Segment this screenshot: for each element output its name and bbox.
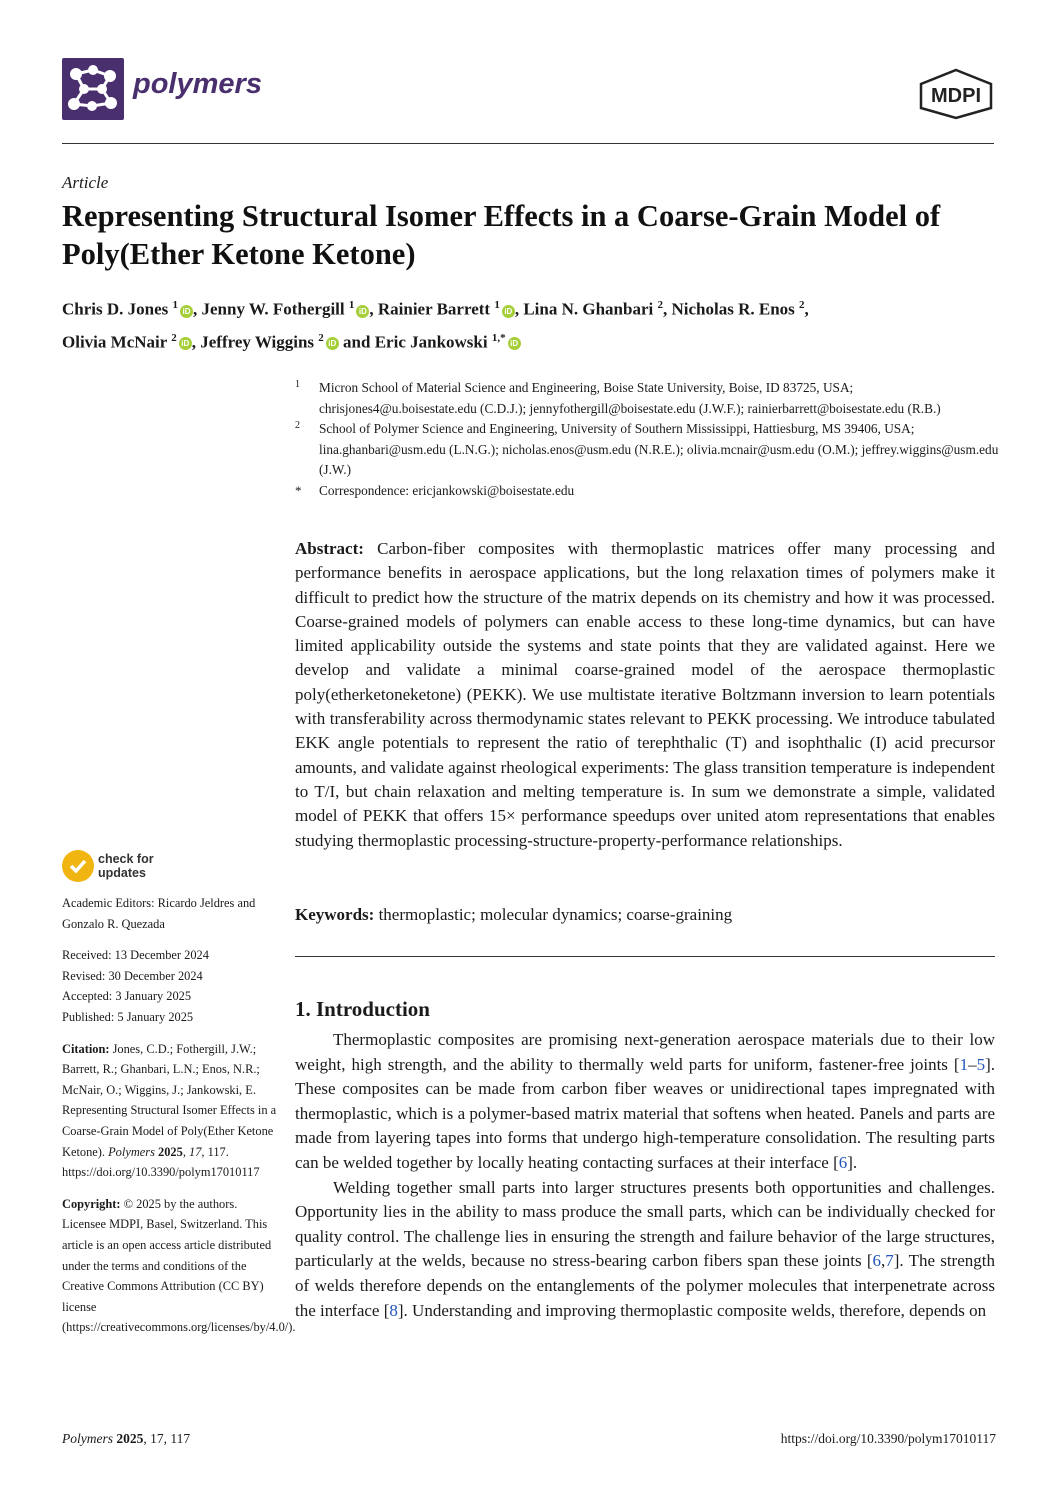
citation-link[interactable]: 1 — [959, 1054, 969, 1074]
author-name: Lina N. Ghanbari — [523, 299, 654, 319]
mdpi-logo-icon — [917, 68, 995, 120]
author-name: Jenny W. Fothergill — [201, 299, 345, 319]
affiliations — [295, 378, 1005, 501]
citation-volume: 17 — [189, 1144, 202, 1159]
section-heading: 1. Introduction — [295, 997, 430, 1021]
orcid-icon[interactable]: iD — [502, 305, 515, 318]
author-affiliation-mark: 2 — [799, 299, 805, 311]
published-date: Published: 5 January 2025 — [62, 1009, 194, 1024]
affiliation-text: Micron School of Material Science and Engineering, Boise State University, Boise, ID 83725, USA; chrisjones4@u.boisestate.edu (C.D.J.); jennyfothergill@boisestate.edu (J.W.F.); rainierbarrett@boisestate.edu (R.B.) — [319, 380, 941, 416]
orcid-icon[interactable]: iD — [179, 337, 192, 350]
keywords — [295, 905, 995, 925]
dates — [62, 945, 277, 1027]
citation-doi: , 117. https://doi.org/10.3390/polym17010117 — [62, 1144, 260, 1180]
footer-volume: , 17, 117 — [143, 1431, 191, 1446]
received-date: Received: 13 December 2024 — [62, 948, 209, 963]
check-updates-line1: check for — [98, 852, 154, 866]
copyright-text: © 2025 by the authors. Licensee MDPI, Basel, Switzerland. This article is an open access article distributed under the terms and conditions of the Creative Commons Attribution (CC BY) license (https://creativecommons.org/licenses/by/4.0/). — [62, 1196, 296, 1335]
author-name: Rainier Barrett — [377, 299, 491, 319]
author-name: Chris D. Jones — [62, 299, 169, 319]
author-affiliation-mark: 1,* — [491, 331, 506, 344]
intro-paragraph: Welding together small parts into larger structures presents both opportunities and challenges. Opportunity lies in the ability to mass produce the small parts, which can be individually checked for quality control. The challenge lies in ensuring the strength and failure behavior of the large structures, particularly at the welds, because no stress-bearing carbon fibers span these joints [6,7]. The strength of welds therefore depends on the entanglements of the polymer molecules that interpenetrate across the interface [8]. Understanding and improving thermoplastic composite welds, therefore, depends on — [295, 1177, 995, 1320]
author-list: Chris D. Jones $^1$iD , Jenny W. Fothergill $^1$iD , Rainier Barrett $^1$iD , Lina N. Ghanbari $^2$, Nicholas R. Enos $^2$, Olivia McNair $^2$iD , Jeffrey Wiggins $^2$iD and Eric Jankowski $^{1,*}$iD — [62, 299, 809, 352]
citation-link[interactable]: 5 — [976, 1054, 986, 1074]
citation-text: Jones, C.D.; Fothergill, J.W.; Barrett, R.; Ghanbari, L.N.; Enos, N.R.; McNair, O.; Wiggins, J.; Jankowski, E. Representing Structural Isomer Effects in a Coarse-Grain Model of Poly(Ether Ketone Ketone). — [62, 1041, 277, 1159]
citation-link[interactable]: 7 — [885, 1251, 894, 1271]
footer-year: 2025 — [116, 1431, 144, 1446]
revised-date: Revised: 30 December 2024 — [62, 968, 203, 983]
citation: Citation: Jones, C.D.; Fothergill, J.W.; Barrett, R.; Ghanbari, L.N.; Enos, N.R.; McNair, O.; Wiggins, J.; Jankowski, E. Representing Structural Isomer Effects in a Coarse-Grain Model of Poly(Ether Ketone Ketone). Polymers 2025, 17, 117. https://doi.org/10.3390/polym17010117 — [62, 1041, 277, 1180]
author-name: Jeffrey Wiggins — [200, 332, 315, 352]
author-name: Olivia McNair — [62, 332, 167, 352]
affiliation-mark: 2 — [295, 420, 300, 431]
author-affiliation-mark: 1 — [494, 299, 500, 311]
article-type: Article — [62, 173, 109, 192]
footer-citation — [62, 1431, 190, 1447]
orcid-icon[interactable]: iD — [356, 305, 369, 318]
abstract — [295, 537, 995, 853]
affiliation-text: Correspondence: ericjankowski@boisestate.edu — [319, 482, 575, 498]
academic-editors: Academic Editors: Ricardo Jeldres and Gonzalo R. Quezada — [62, 896, 256, 931]
author-name: Nicholas R. Enos — [671, 299, 795, 319]
copyright — [62, 1194, 296, 1338]
check-updates-line2: updates — [98, 866, 146, 880]
check-updates-icon — [62, 850, 94, 882]
header-divider — [62, 143, 994, 144]
publisher-name: MDPI — [931, 85, 981, 107]
author-affiliation-mark: 2 — [657, 299, 663, 311]
abstract-text: Carbon-fiber composites with thermoplastic matrices offer many processing and performance benefits in aerospace applications, but the long relaxation times of polymers make it difficult to predict how the structure of the matrix depends on its chemistry and how it was processed. Coarse-grained models of polymers can enable access to these long-time dynamics, but can have limited applicability outside the systems and state points that they are validated against. Here we develop and validate a minimal coarse-grained model of the aerospace thermoplastic poly(etherketoneketone) (PEKK). We use multistate iterative Boltzmann inversion to learn potentials with transferability across thermodynamic states relevant to PEKK processing. We introduce tabulated EKK angle potentials to represent the ratio of terephthalic (T) and isophthalic (I) acid precursor amounts, and validate against rheological experiments: The glass transition temperature is independent to T/I, but chain relaxation and melting temperature is. In sum we demonstrate a simple, validated model of PEKK that offers 15× performance speedups over united atom representations that enables studying thermoplastic processing-structure-property-performance relationships. — [295, 539, 996, 850]
affiliation-mark: 1 — [295, 379, 300, 390]
citation-journal: Polymers — [108, 1144, 155, 1159]
intro-paragraph: Thermoplastic composites are promising next-generation aerospace materials due to their low weight, high strength, and the ability to thermally weld parts for uniform, fastener-free joints [1–5]. These composites can be made from carbon fiber weaves or unidirectional tapes impregnated with thermoplastic, which is a polymer-based matrix material that softens when heated. Panels and parts are made from layering tapes into forms that undergo high-temperature consolidation. The resulting parts can be welded together by locally heating contacting surfaces at their interface [6]. — [295, 1030, 995, 1172]
author-affiliation-mark: 1 — [172, 299, 179, 311]
affiliation-item — [295, 419, 1005, 481]
affiliation-item — [295, 481, 1005, 502]
journal-name: polymers — [133, 68, 262, 100]
author-name: Eric Jankowski — [374, 332, 488, 352]
copyright-label: Copyright: — [62, 1196, 121, 1211]
sidebar — [62, 893, 296, 1349]
abstract-divider — [295, 956, 995, 957]
citation-label: Citation: — [62, 1041, 110, 1056]
keywords-text: thermoplastic; molecular dynamics; coarse-graining — [378, 905, 733, 924]
footer-journal: Polymers — [62, 1431, 113, 1446]
intro-body — [295, 1028, 995, 1323]
keywords-label: Keywords: — [295, 905, 375, 924]
author-affiliation-mark: 2 — [171, 331, 177, 344]
affiliation-mark: * — [295, 482, 302, 498]
citation-link[interactable]: 6 — [838, 1152, 848, 1172]
article-title: Representing Structural Isomer Effects in a Coarse-Grain Model of Poly(Ether Ketone Ketone) — [62, 199, 941, 271]
affiliation-text: School of Polymer Science and Engineering, University of Southern Mississippi, Hattiesburg, MS 39406, USA; lina.ghanbari@usm.edu (L.N.G.); nicholas.enos@usm.edu (N.R.E.); olivia.mcnair@usm.edu (O.M.); jeffrey.wiggins@usm.edu (J.W.) — [319, 421, 999, 477]
footer-doi-link[interactable]: https://doi.org/10.3390/polym17010117 — [780, 1431, 996, 1446]
affiliation-item — [295, 378, 1005, 419]
abstract-label: Abstract: — [295, 539, 364, 558]
check-for-updates-button[interactable] — [62, 850, 160, 884]
citation-year: 2025 — [158, 1144, 183, 1159]
accepted-date: Accepted: 3 January 2025 — [62, 989, 192, 1004]
author-affiliation-mark: 2 — [318, 331, 324, 344]
orcid-icon[interactable]: iD — [326, 337, 339, 350]
journal-logo-icon — [62, 58, 124, 120]
citation-link[interactable]: 8 — [389, 1300, 398, 1320]
author-affiliation-mark: 1 — [348, 299, 355, 311]
citation-link[interactable]: 6 — [872, 1251, 882, 1271]
orcid-icon[interactable]: iD — [180, 305, 193, 318]
orcid-icon[interactable]: iD — [508, 337, 521, 350]
